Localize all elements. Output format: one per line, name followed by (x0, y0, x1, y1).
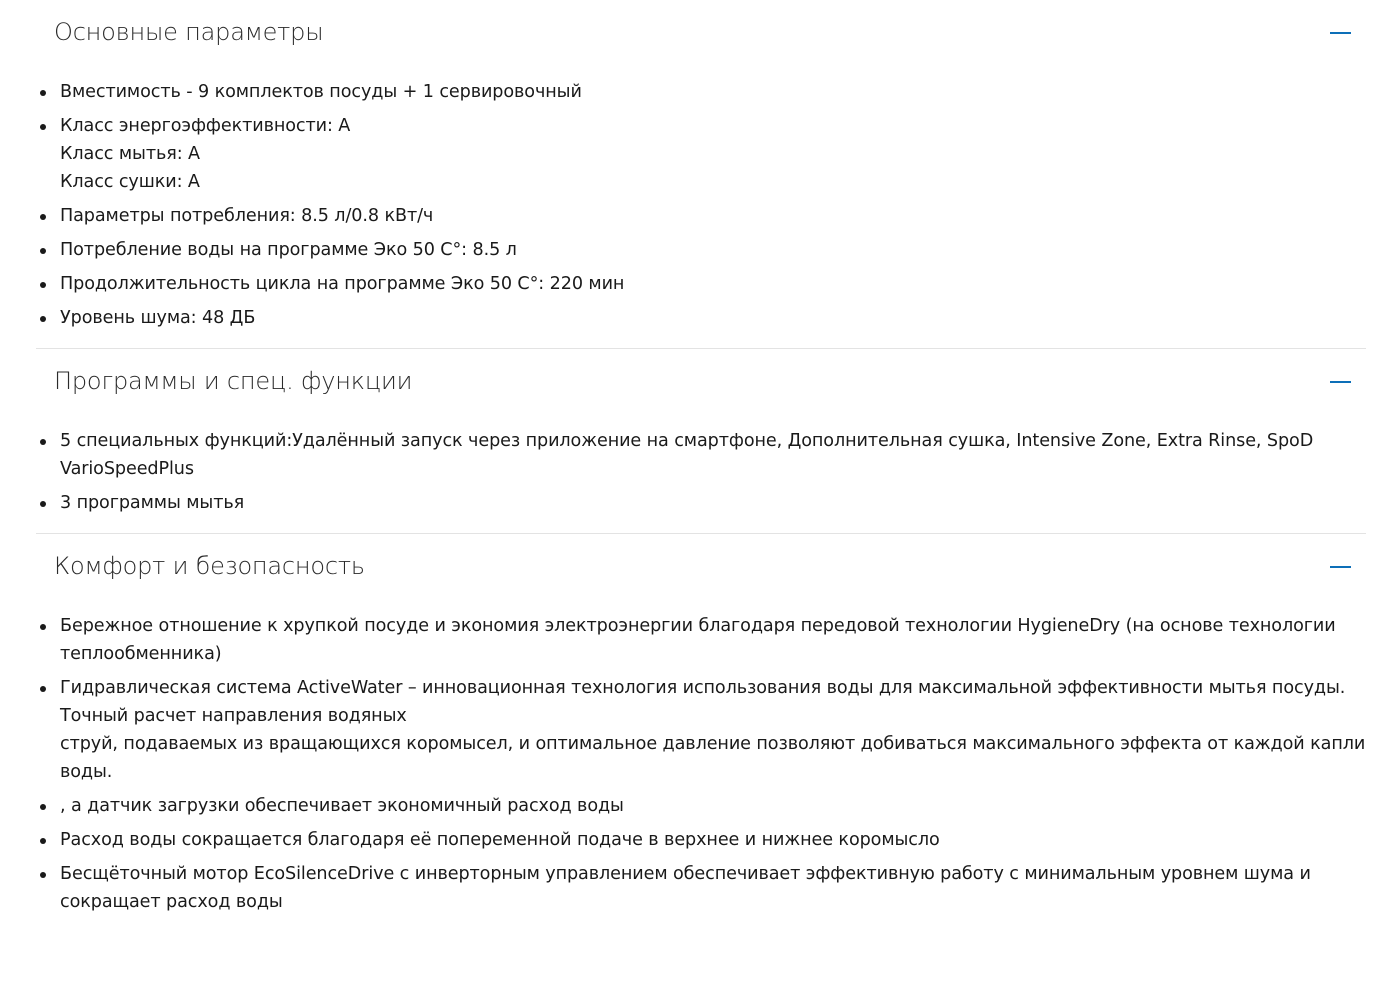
feature-list (36, 66, 1366, 348)
list-item: Вместимость - 9 комплектов посуды + 1 сервировочный (36, 78, 1366, 106)
section-title: Комфорт и безопасность (54, 552, 365, 580)
minus-icon[interactable] (1330, 32, 1351, 34)
section-title: Основные параметры (54, 18, 324, 46)
feature-list (36, 415, 1366, 533)
feature-list (36, 600, 1366, 932)
section-basic-parameters (36, 0, 1366, 348)
list-item: Потребление воды на программе Эко 50 С°: 8.5 л (36, 236, 1366, 264)
list-item: 5 специальных функций:Удалённый запуск через приложение на смартфоне, Дополнительная сушка, Intensive Zone, Extra Rinse, SpoD VarioSpeedPlus (36, 427, 1366, 483)
minus-icon[interactable] (1330, 566, 1351, 568)
list-item: Класс энергоэффективности: A Класс мытья: A Класс сушки: A (36, 112, 1366, 196)
list-item: Параметры потребления: 8.5 л/0.8 кВт/ч (36, 202, 1366, 230)
section-header[interactable] (36, 534, 1366, 600)
list-item: Гидравлическая система ActiveWater – инновационная технология использования воды для максимальной эффективности мытья посуды. Точный расчет направления водяных струй, подаваемых из вращающихся коромысел, и оптимальное давление позволяют добиваться максимального эффекта от каждой капли воды. (36, 674, 1366, 786)
section-programs-functions (36, 348, 1366, 533)
section-comfort-safety (36, 533, 1366, 932)
section-header[interactable] (36, 349, 1366, 415)
list-item: Бесщёточный мотор EcoSilenceDrive с инверторным управлением обеспечивает эффективную работу с минимальным уровнем шума и сокращает расход воды (36, 860, 1366, 916)
list-item: Уровень шума: 48 ДБ (36, 304, 1366, 332)
list-item: Продолжительность цикла на программе Эко 50 С°: 220 мин (36, 270, 1366, 298)
list-item: Бережное отношение к хрупкой посуде и экономия электроэнергии благодаря передовой технологии HygieneDry (на основе технологии теплообменника) (36, 612, 1366, 668)
minus-icon[interactable] (1330, 381, 1351, 383)
list-item: 3 программы мытья (36, 489, 1366, 517)
section-title: Программы и спец. функции (54, 367, 413, 395)
list-item: Расход воды сокращается благодаря её попеременной подаче в верхнее и нижнее коромысло (36, 826, 1366, 854)
section-header[interactable] (36, 0, 1366, 66)
list-item: , а датчик загрузки обеспечивает экономичный расход воды (36, 792, 1366, 820)
